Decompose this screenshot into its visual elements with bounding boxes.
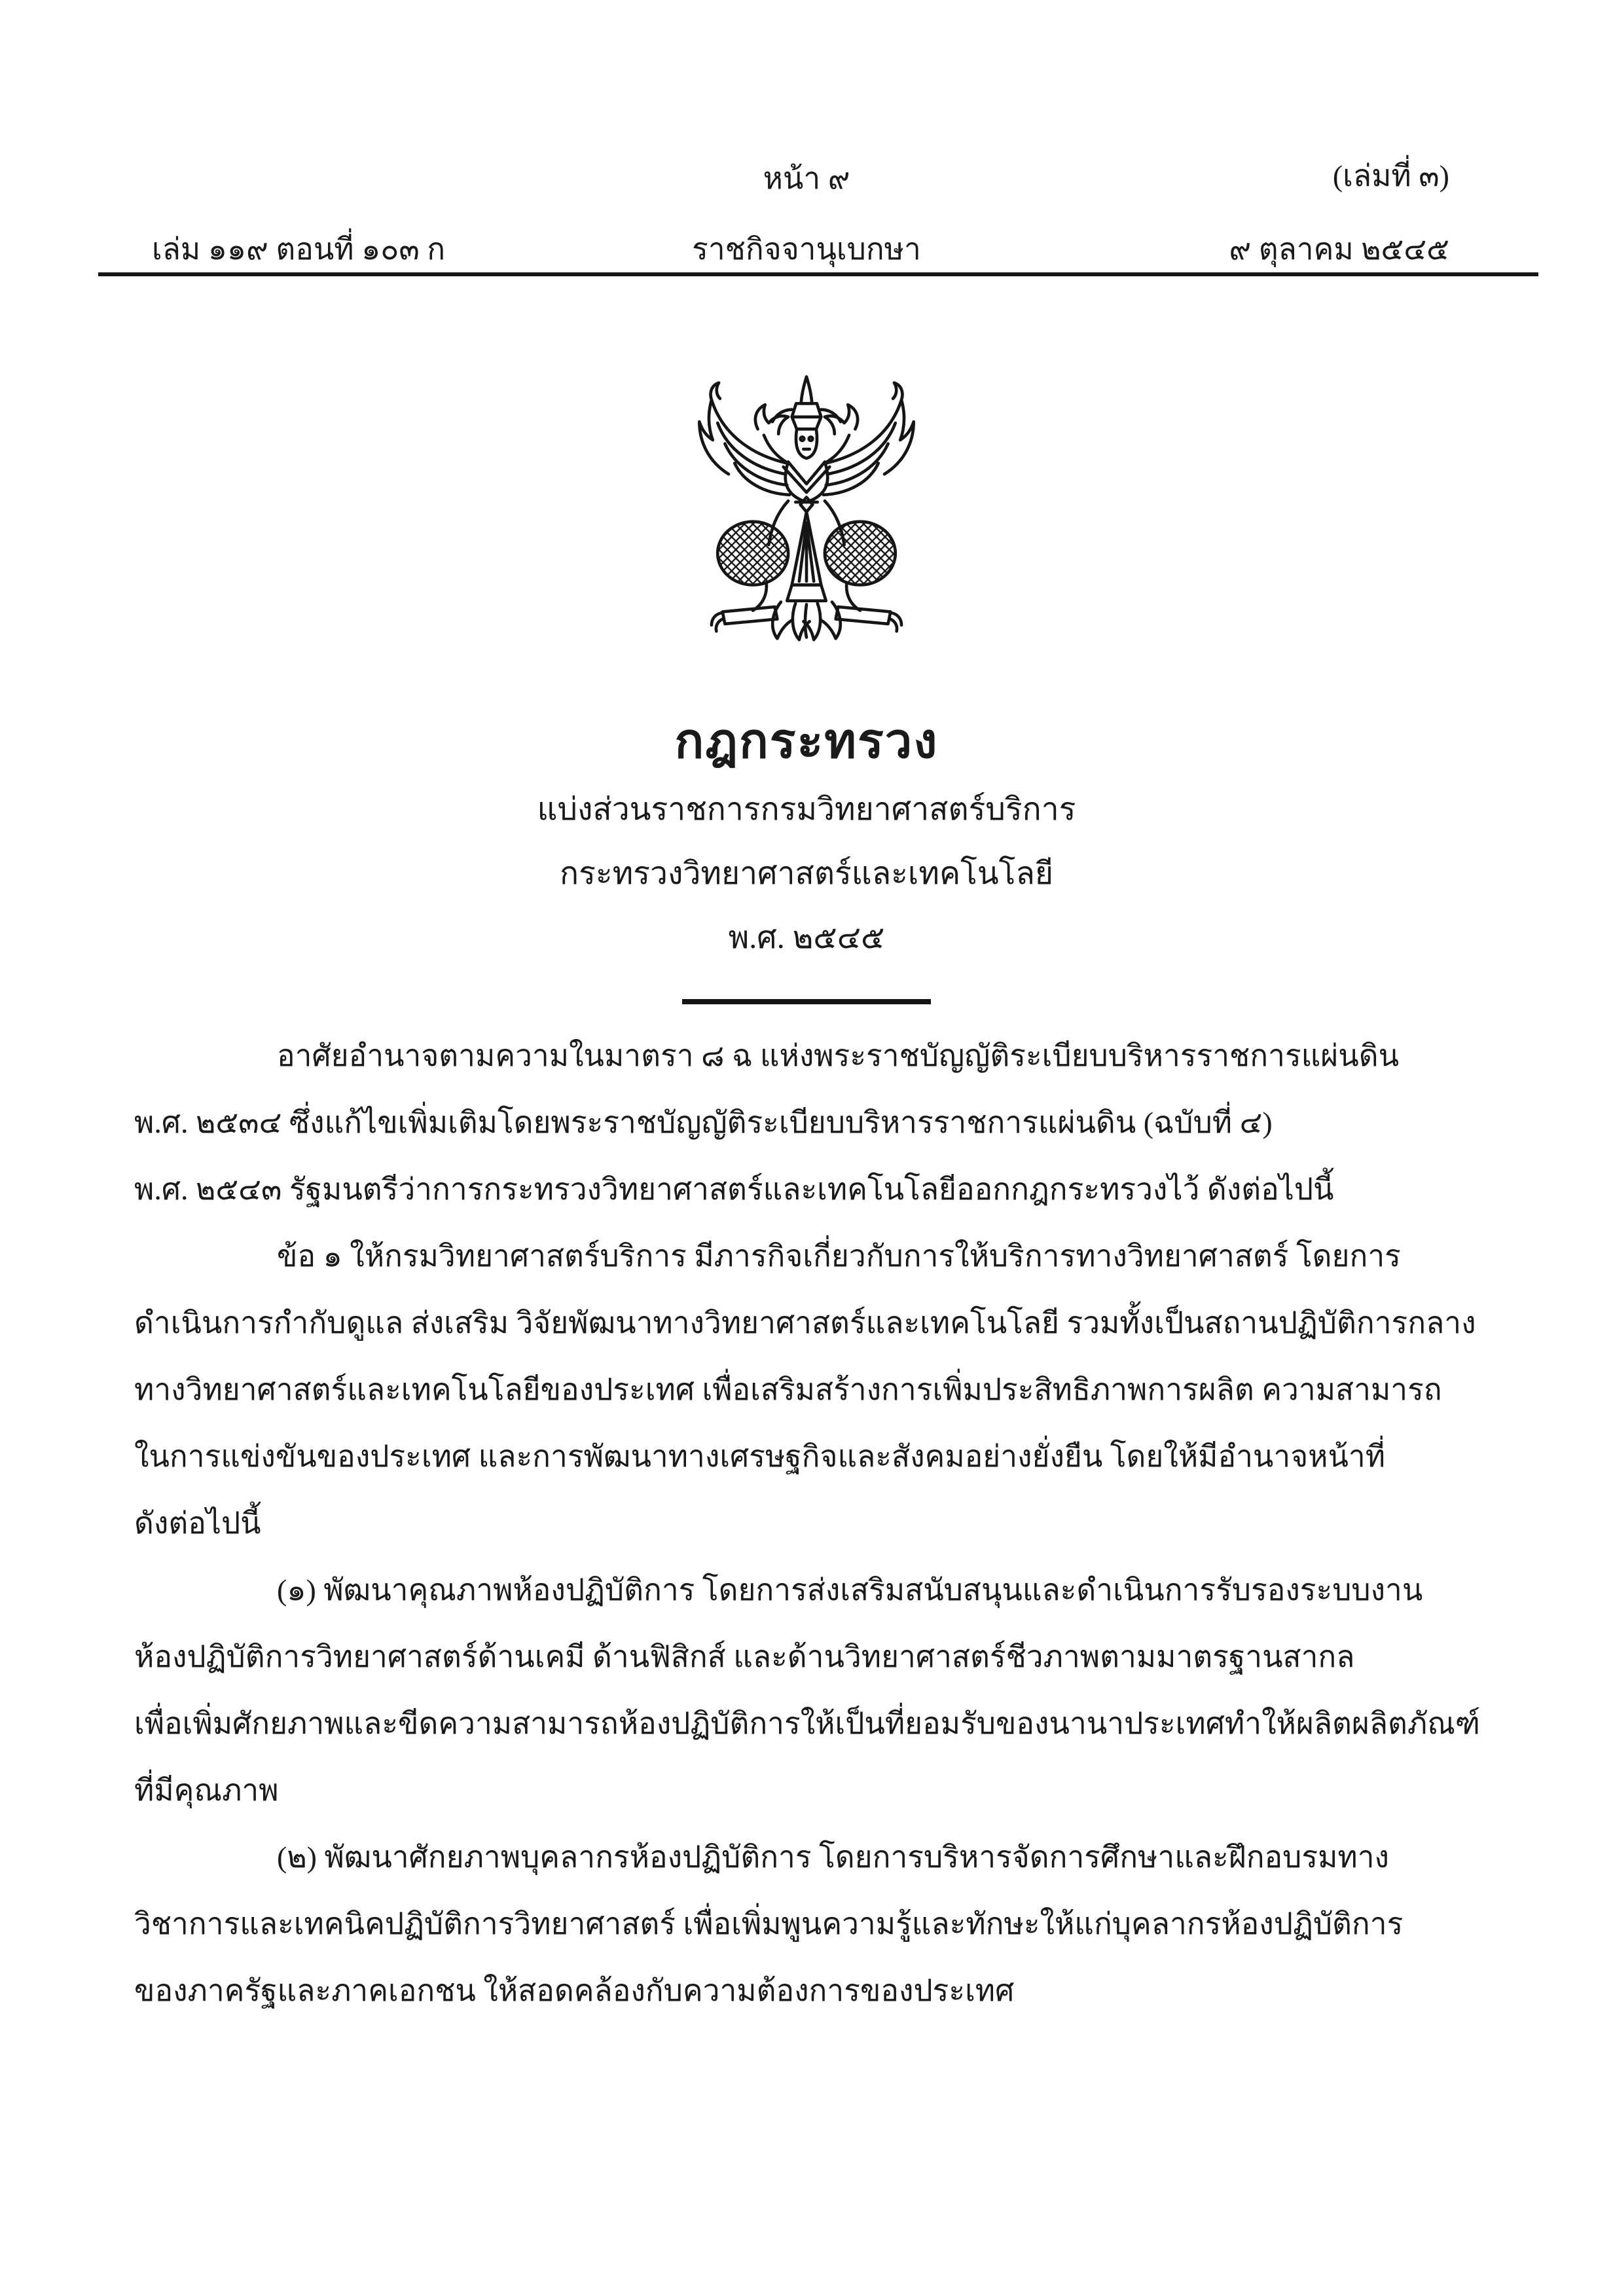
body-line: ทางวิทยาศาสตร์และเทคโนโลยีของประเทศ เพื่อเสริมสร้างการเพิ่มประสิทธิภาพการผลิต ความสามารถ (134, 1373, 1442, 1406)
body-line: (๒) พัฒนาศักยภาพบุคลากรห้องปฏิบัติการ โดยการบริหารจัดการศึกษาและฝึกอบรมทาง (277, 1840, 1390, 1874)
header-page-number: หน้า ๙ (763, 162, 850, 195)
body-line: ในการแข่งขันของประเทศ และการพัฒนาทางเศรษฐกิจและสังคมอย่างยั่งยืน โดยให้มีอำนาจหน้าที่ (134, 1440, 1386, 1473)
body-line: เพื่อเพิ่มศักยภาพและขีดความสามารถห้องปฏิบัติการให้เป็นที่ยอมรับของนานาประเทศทำให้ผลิตผลิตภัณฑ์ (134, 1707, 1481, 1740)
body-line: ดังต่อไปนี้ (134, 1506, 261, 1540)
body-line: ห้องปฏิบัติการวิทยาศาสตร์ด้านเคมี ด้านฟิสิกส์ และด้านวิทยาศาสตร์ชีวภาพตามมาตรฐานสากล (134, 1640, 1355, 1673)
body-line: ข้อ ๑ ให้กรมวิทยาศาสตร์บริการ มีภารกิจเกี่ยวกับการให้บริการทางวิทยาศาสตร์ โดยการ (277, 1239, 1401, 1273)
title-divider (682, 999, 931, 1004)
body-line: ของภาครัฐและภาคเอกชน ให้สอดคล้องกับความต้องการของประเทศ (134, 1974, 1015, 2007)
garuda-emblem-icon (685, 368, 928, 653)
document-subtitle-line2: กระทรวงวิทยาศาสตร์และเทคโนโลยี (560, 856, 1053, 891)
header-gazette-name: ราชกิจจานุเบกษา (692, 232, 921, 266)
body-line: (๑) พัฒนาคุณภาพห้องปฏิบัติการ โดยการส่งเสริมสนับสนุนและดำเนินการรับรองระบบงาน (277, 1573, 1423, 1607)
document-subtitle-line1: แบ่งส่วนราชการกรมวิทยาศาสตร์บริการ (537, 792, 1076, 827)
body-line: พ.ศ. ๒๕๔๓ รัฐมนตรีว่าการกระทรวงวิทยาศาสตร์และเทคโนโลยีออกกฎกระทรวงไว้ ดังต่อไปนี้ (134, 1173, 1334, 1206)
body-line: วิชาการและเทคนิคปฏิบัติการวิทยาศาสตร์ เพื่อเพิ่มพูนความรู้และทักษะให้แก่บุคลากรห้องปฏิบัติการ (134, 1907, 1404, 1941)
document-body (134, 1023, 1489, 2024)
header-volume-note: (เล่มที่ ๓) (1332, 159, 1449, 192)
header-issue-info: เล่ม ๑๑๙ ตอนที่ ๑๐๓ ก (152, 232, 446, 266)
body-line: ดำเนินการกำกับดูแล ส่งเสริม วิจัยพัฒนาทางวิทยาศาสตร์และเทคโนโลยี รวมทั้งเป็นสถานปฏิบัติการกลาง (134, 1306, 1476, 1339)
header-date: ๙ ตุลาคม ๒๕๔๕ (1229, 232, 1449, 266)
body-line: อาศัยอำนาจตามความในมาตรา ๘ ฉ แห่งพระราชบัญญัติระเบียบบริหารราชการแผ่นดิน (277, 1039, 1400, 1072)
body-line: ที่มีคุณภาพ (134, 1774, 279, 1807)
body-line: พ.ศ. ๒๕๓๔ ซึ่งแก้ไขเพิ่มเติมโดยพระราชบัญญัติระเบียบบริหารราชการแผ่นดิน (ฉบับที่ ๔) (134, 1106, 1273, 1139)
document-year-line: พ.ศ. ๒๕๔๕ (728, 920, 885, 955)
document-title: กฎกระทรวง (674, 715, 939, 769)
header-rule (98, 272, 1538, 276)
